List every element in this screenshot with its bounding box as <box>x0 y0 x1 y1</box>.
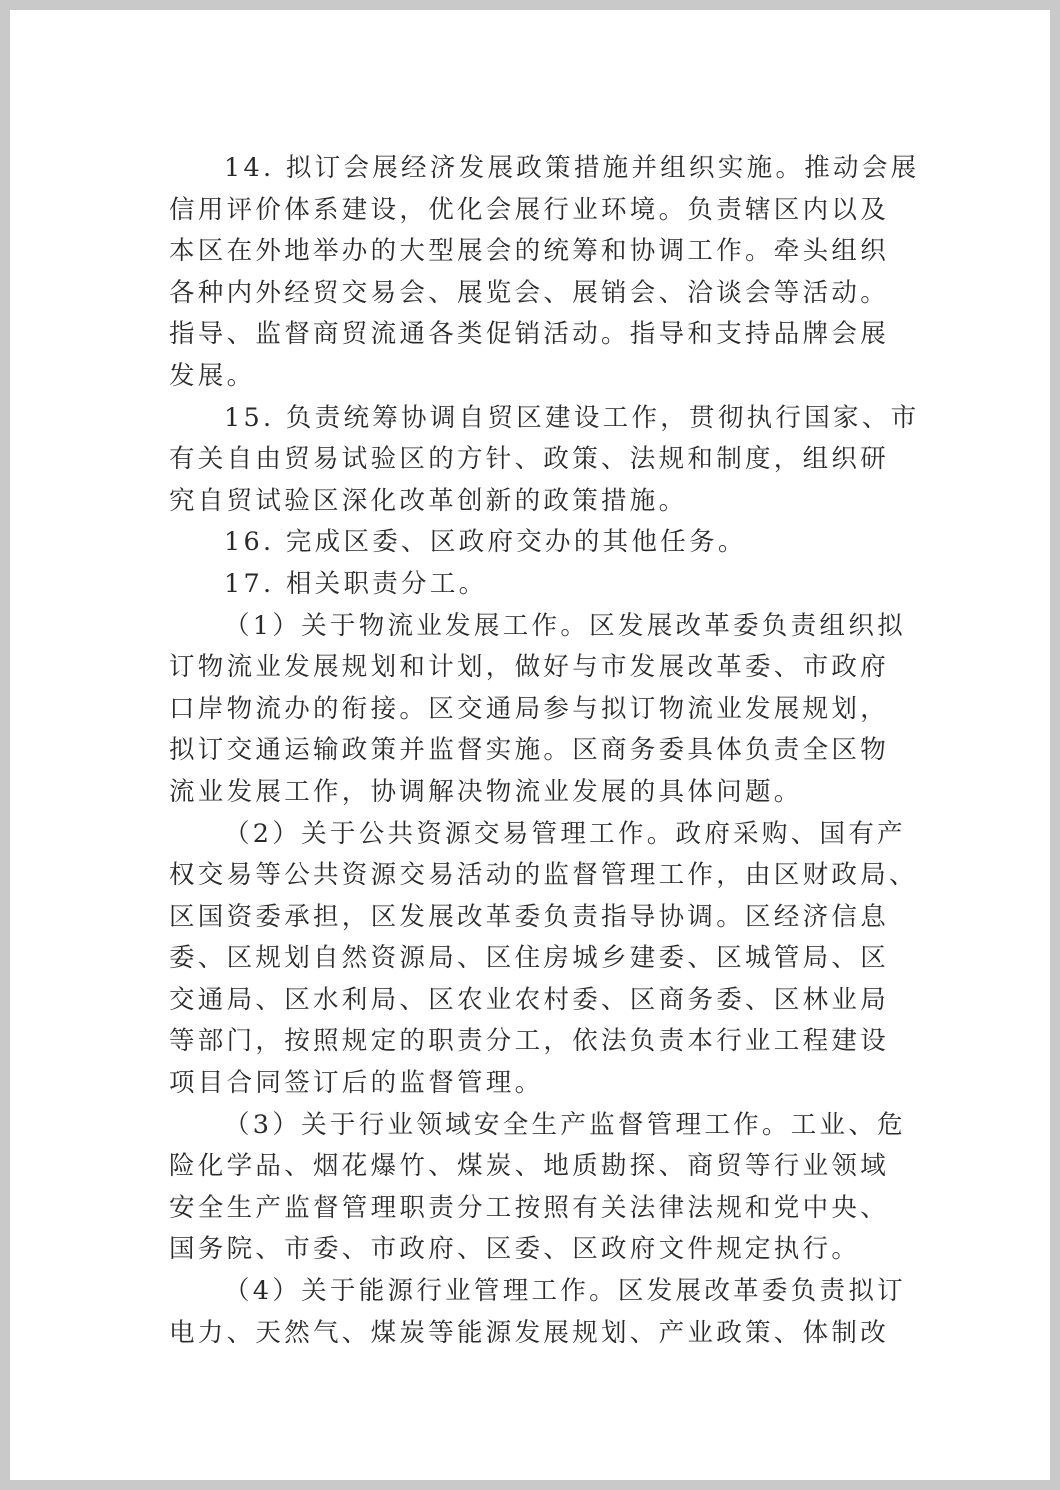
text-line: 国务院、市委、市政府、区委、区政府文件规定执行。 <box>169 1234 861 1265</box>
text-line: 交通局、区水利局、区农业农村委、区商务委、区林业局 <box>169 984 890 1015</box>
text-line: 16. 完成区委、区政府交办的其他任务。 <box>224 527 747 558</box>
text-line: 17. 相关职责分工。 <box>224 568 488 599</box>
text-line: （4）关于能源行业管理工作。区发展改革委负责拟订 <box>224 1276 906 1307</box>
text-line: 各种内外经贸交易会、展览会、展销会、洽谈会等活动。 <box>169 277 890 308</box>
text-line: 等部门，按照规定的职责分工，依法负责本行业工程建设 <box>169 1026 890 1057</box>
text-line: 14. 拟订会展经济发展政策措施并组织实施。推动会展 <box>224 153 920 183</box>
text-line: 权交易等公共资源交易活动的监督管理工作，由区财政局、 <box>169 860 918 891</box>
text-line: （1）关于物流业发展工作。区发展改革委负责组织拟 <box>224 610 906 641</box>
text-line: 口岸物流办的衔接。区交通局参与拟订物流业发展规划， <box>169 693 890 724</box>
document-page <box>10 10 1050 1480</box>
text-line: （3）关于行业领域安全生产监督管理工作。工业、危 <box>224 1109 906 1140</box>
text-line: 流业发展工作，协调解决物流业发展的具体问题。 <box>169 776 803 807</box>
text-line: 拟订交通运输政策并监督实施。区商务委具体负责全区物 <box>169 735 890 766</box>
text-line: 指导、监督商贸流通各类促销活动。指导和支持品牌会展 <box>169 319 890 350</box>
text-line: 有关自由贸易试验区的方针、政策、法规和制度，组织研 <box>169 444 890 475</box>
text-line: 信用评价体系建设，优化会展行业环境。负责辖区内以及 <box>169 194 890 225</box>
text-line: 发展。 <box>169 360 256 391</box>
text-line: 订物流业发展规划和计划，做好与市发展改革委、市政府 <box>169 652 890 683</box>
text-line: 险化学品、烟花爆竹、煤炭、地质勘探、商贸等行业领域 <box>169 1151 890 1182</box>
text-line: （2）关于公共资源交易管理工作。政府采购、国有产 <box>224 818 906 849</box>
text-line: 究自贸试验区深化改革创新的政策措施。 <box>169 485 688 516</box>
text-line: 区国资委承担，区发展改革委负责指导协调。区经济信息 <box>169 901 890 932</box>
text-line: 15. 负责统筹协调自贸区建设工作，贯彻执行国家、市 <box>224 402 920 433</box>
text-line: 电力、天然气、煤炭等能源发展规划、产业政策、体制改 <box>169 1317 890 1348</box>
text-line: 本区在外地举办的大型展会的统筹和协调工作。牵头组织 <box>169 236 890 267</box>
text-line: 委、区规划自然资源局、区住房城乡建委、区城管局、区 <box>169 943 890 974</box>
text-line: 项目合同签订后的监督管理。 <box>169 1068 544 1099</box>
document-body <box>169 148 929 1354</box>
text-line: 安全生产监督管理职责分工按照有关法律法规和党中央、 <box>169 1192 890 1223</box>
